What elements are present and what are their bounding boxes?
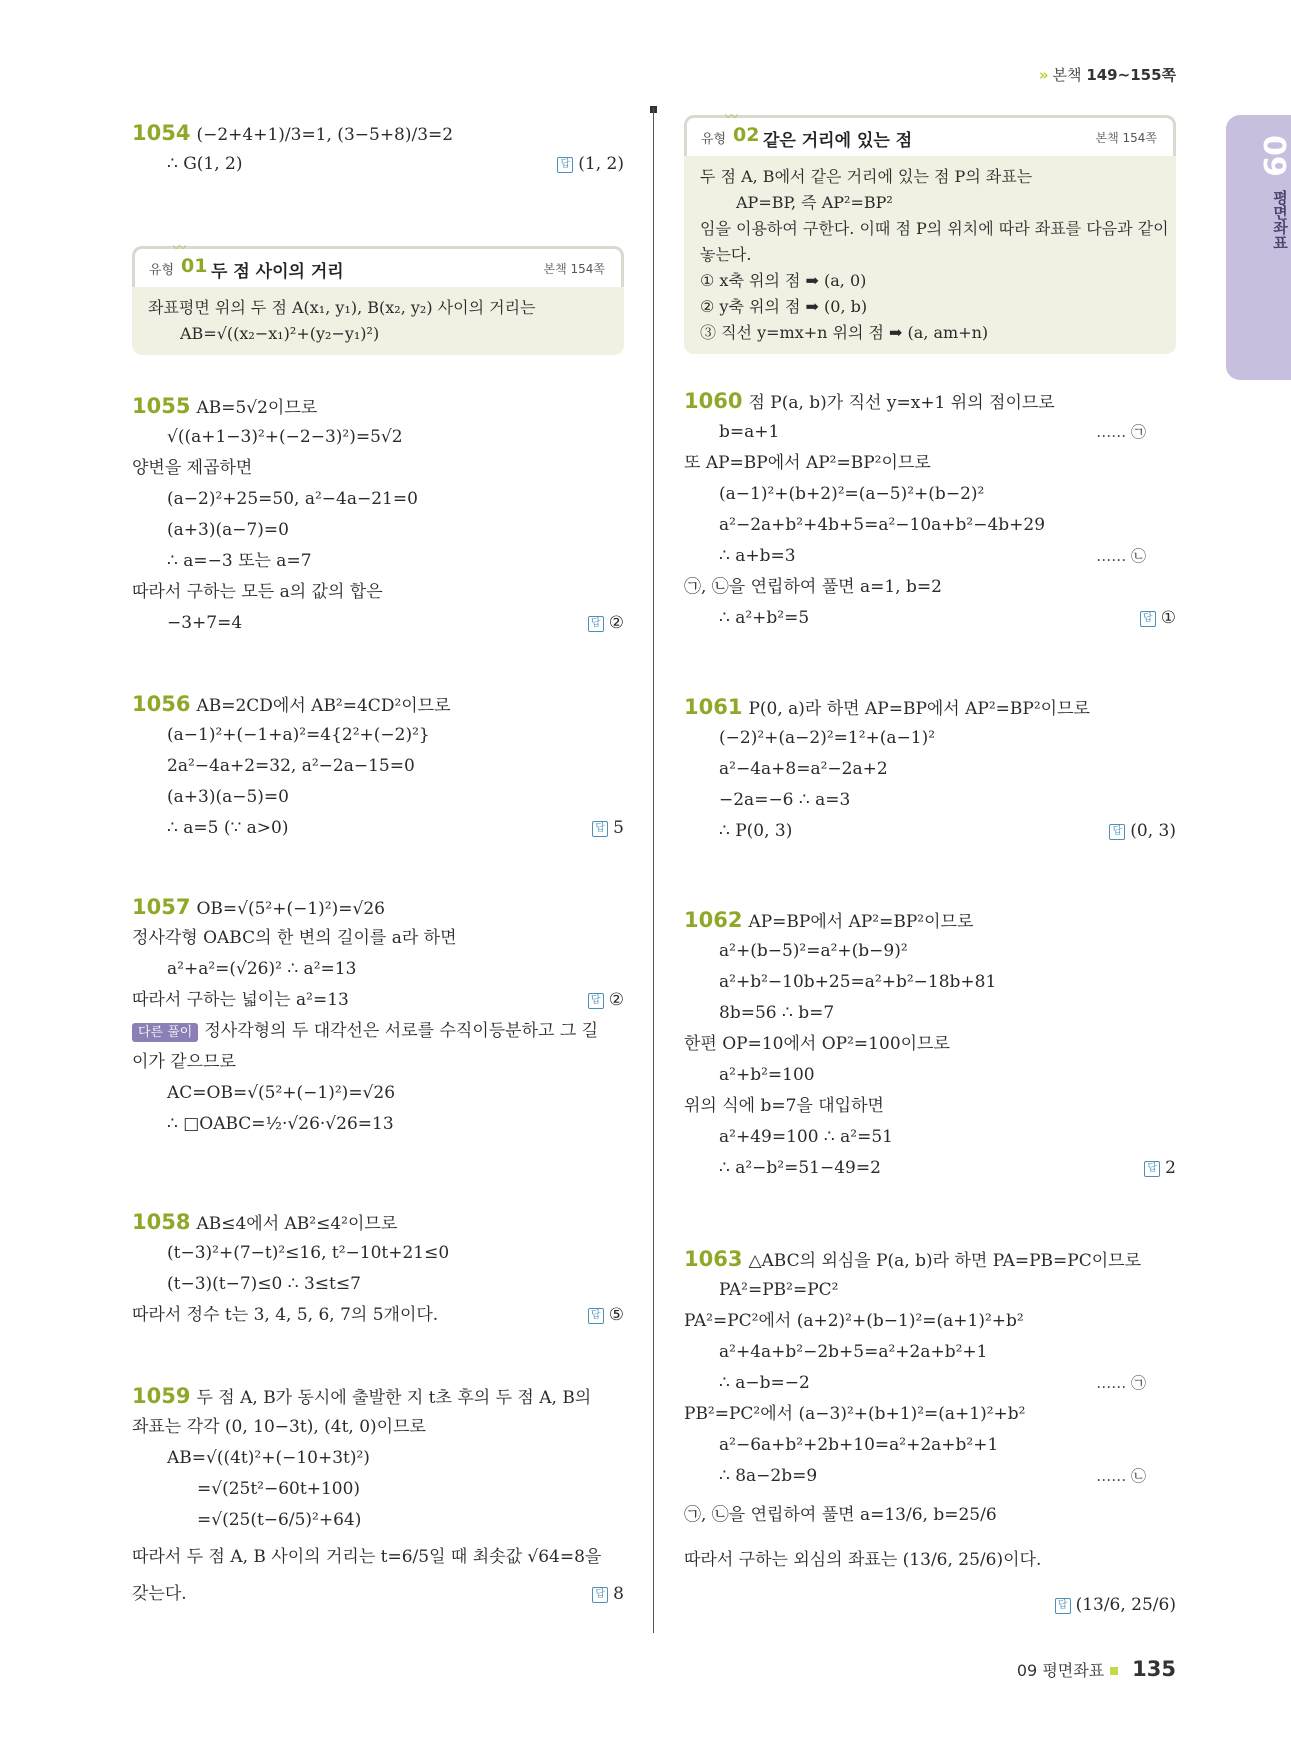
page-number: 135 [1132, 1657, 1176, 1681]
problem-1055: 1055 AB=5√2이므로 √((a+1−3)²+(−2−3)²)=5√2 양변을 제곱하면 (a−2)²+25=50, a²−4a−21=0 (a+3)(a−7)=0 ∴ a=−3 또는 a=7 따라서 구하는 모든 a의 값의 합은 −3+7=4 답 ② [132, 391, 624, 639]
answer-icon: 답 [588, 1308, 604, 1324]
type01-box: 〰 유형 01 두 점 사이의 거리 본책 154쪽 좌표평면 위의 두 점 A(x₁, y₁), B(x₂, y₂) 사이의 거리는 AB=√((x₂−x₁)²+(y₂−y₁)²) [132, 246, 624, 355]
answer-icon: 답 [1144, 1161, 1160, 1177]
answer: 답 (1, 2) [557, 149, 624, 180]
type02-box: 〰 유형 02 같은 거리에 있는 점 본책 154쪽 두 점 A, B에서 같은 거리에 있는 점 P의 좌표는 AP=BP, 즉 AP²=BP² 임을 이용하여 구한다. 이때 점 P의 위치에 따라 좌표를 다음과 같이 놓는다. ① x축 위의 점 ➡ (a, 0) ② y축 위의 점 ➡ (0, b) ③ 직선 y=mx+n 위의 점 ➡ (a, am+n) [684, 115, 1176, 354]
page-footer [1017, 1657, 1176, 1681]
problem-1058: 1058 AB≤4에서 AB²≤4²이므로 (t−3)²+(7−t)²≤16, t²−10t+21≤0 (t−3)(t−7)≤0 ∴ 3≤t≤7 따라서 정수 t는 3, 4, 5, 6, 7의 5개이다. 답 ⑤ [132, 1207, 624, 1331]
answer-icon: 답 [1140, 611, 1156, 627]
answer: 답 8 [592, 1579, 624, 1610]
double-chevron-icon: » [1038, 66, 1049, 84]
wave-icon: 〰 [173, 241, 185, 256]
answer: 답 ① [1140, 603, 1176, 634]
answer: 답 ⑤ [588, 1300, 624, 1331]
page-reference: » 본책 149~155쪽 [1038, 66, 1176, 84]
answer-icon: 답 [588, 616, 604, 632]
answer: 답 ② [588, 985, 624, 1016]
alt-solution-badge: 다른 풀이 [132, 1023, 198, 1042]
answer-icon: 답 [588, 993, 604, 1009]
answer: 답 ② [588, 608, 624, 639]
problem-1059: 1059 두 점 A, B가 동시에 출발한 지 t초 후의 두 점 A, B의 좌표는 각각 (0, 10−3t), (4t, 0)이므로 AB=√((4t)²+(−10+3t)²) =√(25t²−60t+100) =√(25(t−6/5)²+64) 따라서 두 점 A, B 사이의 거리는 t=6/5일 때 최솟값 √64=8을 갖는다. 답 8 [132, 1381, 624, 1610]
answer: 답 (13/6, 25/6) [1055, 1590, 1176, 1621]
problem-1057: 1057 OB=√(5²+(−1)²)=√26 정사각형 OABC의 한 변의 길이를 a라 하면 a²+a²=(√26)² ∴ a²=13 따라서 구하는 넓이는 a²=13 답 ② 다른 풀이 정사각형의 두 대각선은 서로를 수직이등분하고 그 길 이가 같으므로 AC=OB=√(5²+(−1)²)=√26 ∴ □OABC=½·√26·√26=13 [132, 895, 624, 1134]
problem-1062: 1062 AP=BP에서 AP²=BP²이므로 a²+(b−5)²=a²+(b−9)² a²+b²−10b+25=a²+b²−18b+81 8b=56 ∴ b=7 한편 OP=10에서 OP²=100이므로 a²+b²=100 위의 식에 b=7을 대입하면 a²+49=100 ∴ a²=51 ∴ a²−b²=51−49=2 답 2 [684, 905, 1176, 1184]
answer-icon: 답 [557, 157, 573, 173]
answer: 답 (0, 3) [1109, 816, 1176, 847]
type-title: 두 점 사이의 거리 [211, 262, 344, 282]
chapter-tab[interactable] [1226, 115, 1291, 380]
answer-icon: 답 [1109, 824, 1125, 840]
answer-icon: 답 [592, 821, 608, 837]
answer-icon: 답 [592, 1587, 608, 1603]
answer: 답 5 [592, 813, 624, 844]
problem-1060: 1060 점 P(a, b)가 직선 y=x+1 위의 점이므로 b=a+1 …… ㉠ 또 AP=BP에서 AP²=BP²이므로 (a−1)²+(b+2)²=(a−5)²+(b−2)² a²−2a+b²+4b+5=a²−10a+b²−4b+29 ∴ a+b=3 …… ㉡ ㉠, ㉡을 연립하여 풀면 a=1, b=2 ∴ a²+b²=5 답 ① [684, 386, 1176, 634]
square-bullet-icon [1110, 1667, 1118, 1675]
answer-icon: 답 [1055, 1598, 1071, 1614]
wave-icon: 〰 [725, 110, 737, 125]
column-divider [653, 108, 654, 1633]
chapter-number: 09 [1256, 135, 1291, 177]
problem-1056: 1056 AB=2CD에서 AB²=4CD²이므로 (a−1)²+(−1+a)²=4{2²+(−2)²} 2a²−4a+2=32, a²−2a−15=0 (a+3)(a−5)=0 ∴ a=5 (∵ a>0) 답 5 [132, 689, 624, 844]
answer: 답 2 [1144, 1153, 1176, 1184]
problem-number: 1054 [132, 121, 191, 145]
type-title: 같은 거리에 있는 점 [763, 131, 913, 151]
problem-1054: 1054 (−2+4+1)/3=1, (3−5+8)/3=2 ∴ G(1, 2) 답 (1, 2) [132, 118, 624, 180]
problem-1063: 1063 △ABC의 외심을 P(a, b)라 하면 PA=PB=PC이므로 PA²=PB²=PC² PA²=PC²에서 (a+2)²+(b−1)²=(a+1)²+b² a²+4a+b²−2b+5=a²+2a+b²+1 ∴ a−b=−2 …… ㉠ PB²=PC²에서 (a−3)²+(b+1)²=(a+1)²+b² a²−6a+b²+2b+10=a²+2a+b²+1 ∴ 8a−2b=9 …… ㉡ ㉠, ㉡을 연립하여 풀면 a=13/6, b=25/6 따라서 구하는 외심의 좌표는 (13/6, 25/6)이다. 답 (13/6, 25/6) [684, 1244, 1176, 1621]
footer-chapter: 09 평면좌표 [1016, 1661, 1105, 1680]
chapter-name: 평면좌표 [1271, 190, 1289, 250]
problem-1061: 1061 P(0, a)라 하면 AP=BP에서 AP²=BP²이므로 (−2)²+(a−2)²=1²+(a−1)² a²−4a+8=a²−2a+2 −2a=−6 ∴ a=3 ∴ P(0, 3) 답 (0, 3) [684, 692, 1176, 847]
